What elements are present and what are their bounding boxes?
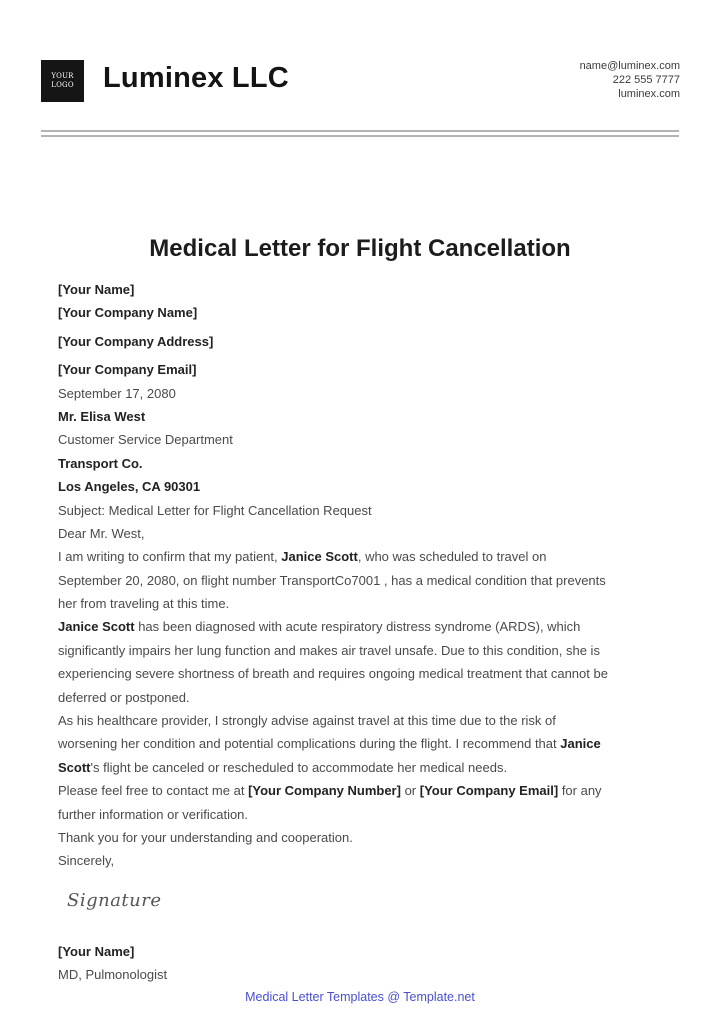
para1-line3: her from traveling at this time.	[58, 596, 230, 612]
patient-first-name: Janice	[560, 736, 601, 752]
para3-text-b: 's flight be canceled or rescheduled to accommodate her medical needs.	[90, 759, 508, 775]
paragraph-contact	[58, 779, 668, 826]
para1-text-a: I am writing to confirm that my patient,	[58, 549, 282, 565]
recipient-city: Los Angeles, CA 90301	[58, 479, 201, 495]
recipient-company: Transport Co.	[58, 455, 143, 471]
para3-line1: As his healthcare provider, I strongly advise against travel at this time due to the risk of	[58, 713, 556, 729]
para2-line3: experiencing severe shortness of breath and requires ongoing medical treatment that cannot be	[58, 666, 608, 682]
para1-text-b: , who was scheduled to travel on	[357, 549, 547, 565]
contact-phone: 222 555 7777	[612, 74, 680, 86]
para4-line2: further information or verification.	[58, 806, 249, 822]
patient-name: Janice Scott	[281, 549, 358, 565]
company-contact-block	[580, 59, 680, 101]
signature-image: Signature	[67, 890, 162, 911]
para4-text-b: for any	[558, 783, 602, 799]
sender-company-email: [Your Company Email]	[58, 362, 197, 378]
contact-website: luminex.com	[618, 88, 680, 100]
patient-name: Janice Scott	[58, 619, 135, 635]
para4-text-a: Please feel free to contact me at	[58, 783, 249, 799]
signatory-credentials: MD, Pulmonologist	[58, 967, 168, 983]
sender-company-name: [Your Company Name]	[58, 305, 198, 321]
company-name: Luminex LLC	[103, 62, 289, 94]
logo-text-line2: LOGO	[51, 81, 74, 89]
para3-text-a: worsening her condition and potential complications during the flight. I recommend that	[58, 736, 561, 752]
valediction: Sincerely,	[58, 853, 115, 869]
header-divider-top	[41, 130, 679, 132]
signatory-name: [Your Name]	[58, 944, 135, 959]
para2-line2: significantly impairs her lung function and makes air travel unsafe. Due to this condition, she is	[58, 642, 600, 658]
header-divider-bottom	[41, 135, 679, 137]
letter-body	[58, 278, 668, 873]
letter-date: September 17, 2080	[58, 385, 176, 401]
paragraph-recommendation	[58, 709, 668, 779]
patient-last-name: Scott	[58, 759, 91, 775]
letter-title: Medical Letter for Flight Cancellation	[149, 235, 571, 262]
contact-email: name@luminex.com	[579, 60, 680, 72]
recipient-department: Customer Service Department	[58, 432, 233, 448]
para2-text-b: has been diagnosed with acute respiratory distress syndrome (ARDS), which	[134, 619, 581, 635]
para1-line2: September 20, 2080, on flight number TransportCo7001 , has a medical condition that prevents	[58, 572, 606, 588]
paragraph-diagnosis	[58, 615, 668, 709]
logo-text-line1: YOUR	[51, 72, 74, 80]
footer-link[interactable]: Medical Letter Templates @ Template.net	[245, 990, 475, 1004]
sender-company-address: [Your Company Address]	[58, 333, 214, 349]
company-logo	[41, 60, 84, 102]
para2-line4: deferred or postponed.	[58, 689, 190, 705]
letter-salutation: Dear Mr. West,	[58, 525, 145, 541]
company-number-placeholder: [Your Company Number]	[248, 783, 401, 799]
para4-text-or: or	[400, 783, 420, 799]
company-email-placeholder: [Your Company Email]	[419, 783, 559, 799]
letter-subject: Subject: Medical Letter for Flight Cancellation Request	[58, 502, 372, 518]
thanks-line: Thank you for your understanding and cooperation.	[58, 829, 353, 845]
recipient-name: Mr. Elisa West	[58, 408, 146, 424]
signatory-block	[58, 940, 167, 987]
paragraph-confirmation	[58, 545, 668, 615]
sender-name: [Your Name]	[58, 282, 135, 297]
